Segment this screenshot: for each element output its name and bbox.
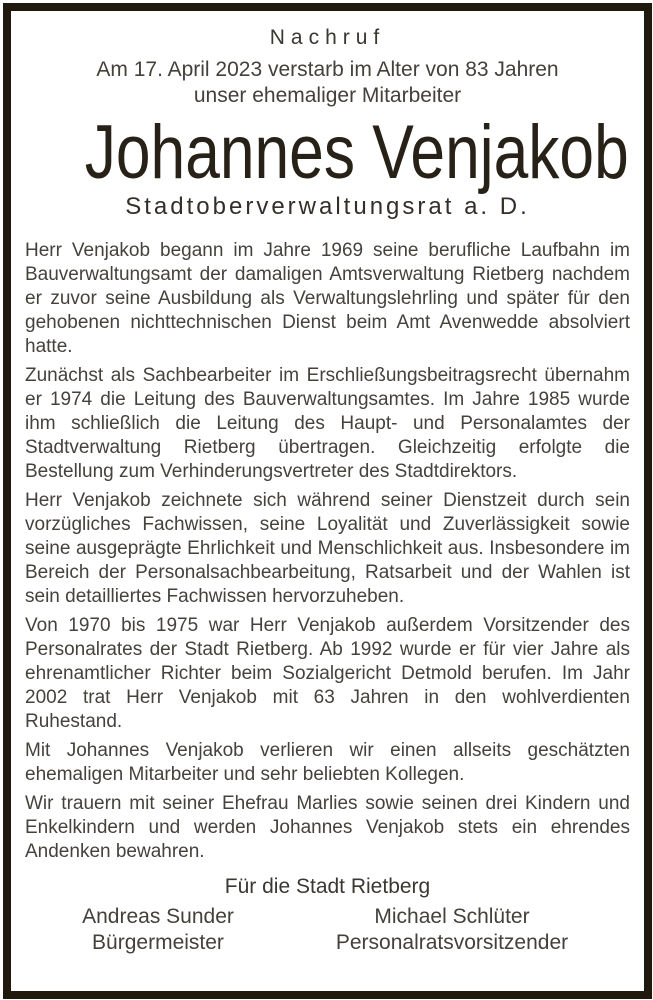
signatory-role: Personalratsvorsitzender xyxy=(335,931,569,954)
intro-line-1: Am 17. April 2023 verstarb im Alter von 83 Jahren xyxy=(96,58,559,81)
obituary-paragraph-2: Zunächst als Sachbearbeiter im Erschließungsbeitragsrecht übernahm er 1974 die Leitung des Bauverwaltungsamtes. Im Jahre 1985 wurde ihm schließlich die Leitung des Haupt- und Personalamtes der Stadtverwaltung Rietberg übertragen. Gleichzeitig erfolgte die Bestellung zum Verhinderungsvertreter des Stadtdirektors. xyxy=(25,365,630,482)
obituary-paragraph-1: Herr Venjakob begann im Jahre 1969 seine berufliche Laufbahn im Bauverwaltungsamt der damaligen Amtsverwaltung Rietberg nachdem er zuvor seine Ausbildung als Verwaltungslehrling und später für den gehobenen nichttechnischen Dienst beim Amt Avenwedde absolviert hatte. xyxy=(25,240,630,357)
signatory-left xyxy=(55,904,261,956)
intro-text xyxy=(25,57,630,109)
obituary-paragraph-3: Herr Venjakob zeichnete sich während seiner Dienstzeit durch sein vorzügliches Fachwissen, seine Loyalität und Zuverlässigkeit sowie seine ausgeprägte Ehrlichkeit und Menschlichkeit aus. Insbesondere im Bereich der Personalsachbearbeitung, Ratsarbeit und der Wahlen ist sein detailliertes Fachwissen hervorzuheben. xyxy=(25,490,630,607)
signatory-right xyxy=(335,904,569,956)
nachruf-label: Nachruf xyxy=(269,26,386,49)
obituary-frame xyxy=(3,3,652,999)
signatory-name: Andreas Sunder xyxy=(82,905,234,928)
signatory-role: Bürgermeister xyxy=(92,931,224,954)
obituary-paragraph-6: Wir trauern mit seiner Ehefrau Marlies sowie seinen drei Kindern und Enkelkindern und werden Johannes Venjakob stets ein ehrendes Andenken bewahren. xyxy=(25,793,630,862)
deceased-name xyxy=(25,110,630,195)
signatory-name: Michael Schlüter xyxy=(374,905,530,928)
obituary-body xyxy=(25,239,630,864)
obituary-paragraph-4: Von 1970 bis 1975 war Herr Venjakob außerdem Vorsitzender des Personalrates der Stadt Rietberg. Ab 1992 wurde er für vier Jahre als ehrenamtlicher Richter beim Sozialgericht Detmold berufen. Im Jahr 2002 trat Herr Venjakob mit 63 Jahren in den wohlverdienten Ruhestand. xyxy=(25,615,630,732)
obituary-paragraph-5: Mit Johannes Venjakob verlieren wir einen allseits geschätzten ehemaligen Mitarbeiter und sehr beliebten Kollegen. xyxy=(25,740,630,785)
deceased-name-text: Johannes Venjakob xyxy=(84,110,629,195)
deceased-title: Stadtoberverwaltungsrat a. D. xyxy=(125,193,530,220)
intro-line-2: unser ehemaliger Mitarbeiter xyxy=(193,84,462,107)
signature-row xyxy=(25,904,630,960)
closing-line: Für die Stadt Rietberg xyxy=(224,875,431,898)
